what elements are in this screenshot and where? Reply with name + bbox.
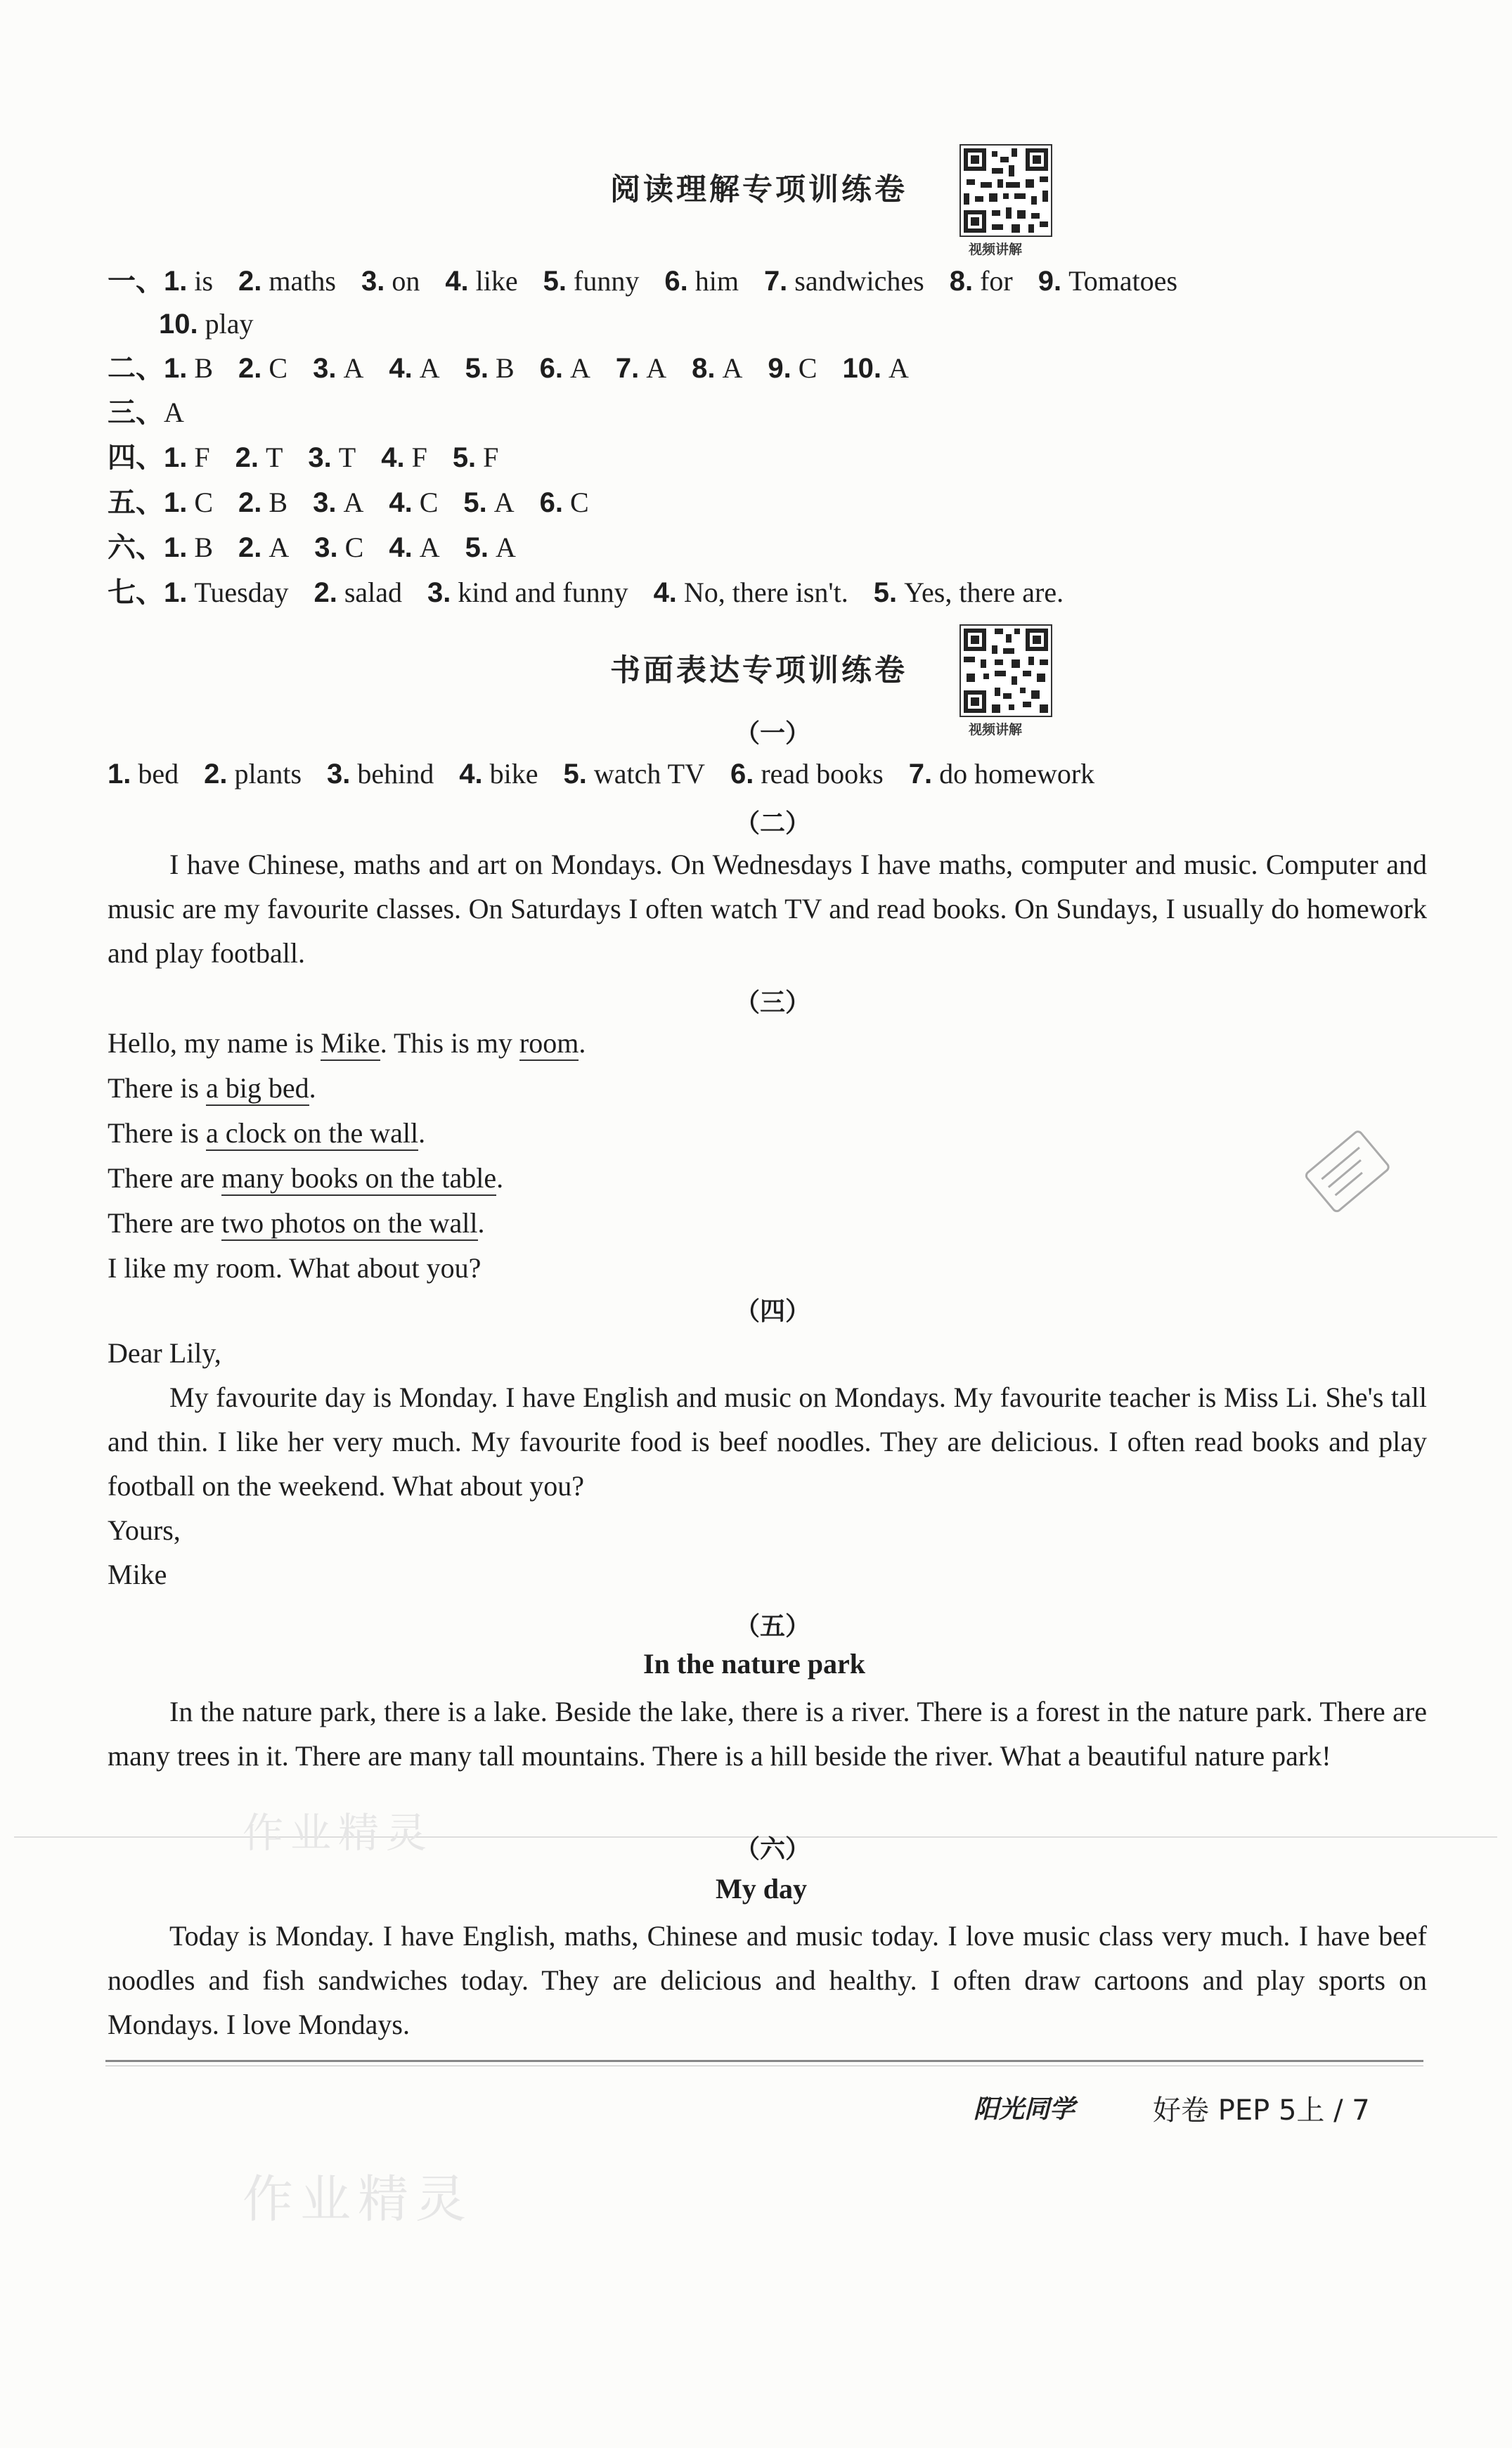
- room-line-2: There is a big bed.: [108, 1066, 1427, 1111]
- room-line-5: There are two photos on the wall.: [108, 1201, 1427, 1246]
- answer-row-3: 三、A: [108, 397, 184, 429]
- subsection-label-1: （一）: [735, 719, 811, 748]
- writing-answers-1: 1. bed 2. plants 3. behind 4. bike 5. watch TV 6. read books 7. do homework: [108, 758, 1095, 790]
- brand-logo: 阳光同学: [974, 2095, 1075, 2124]
- paragraph-5: In the nature park, there is a lake. Beside the lake, there is a river. There is a forest in the nature park. There are many trees in it. There are many tall mountains. There is a hill beside the river. What a beautiful nature park!: [108, 1696, 1427, 1772]
- paragraph-2: I have Chinese, maths and art on Mondays. On Wednesdays I have maths, computer and music. Computer and music are my favourite classes. On Saturdays I often watch TV and read books. On Sundays, I usually do homework and play football.: [108, 849, 1427, 969]
- room-line-3: There is a clock on the wall.: [108, 1111, 1427, 1156]
- qr-caption: 视频讲解: [969, 722, 1023, 737]
- answer-row-7: 七、1. Tuesday 2. salad 3. kind and funny 4. No, there isn't. 5. Yes, there are.: [108, 576, 1064, 609]
- writing-section-title: 书面表达专项训练卷: [610, 653, 907, 688]
- watermark: 作业精灵: [243, 1809, 434, 1857]
- answer-row-2: 二、1. B 2. C 3. A 4. A 5. B 6. A 7. A 8. A 9. C 10. A: [108, 352, 909, 385]
- letter-greeting: Dear Lily,: [108, 1337, 221, 1369]
- room-description: [108, 1021, 1427, 1291]
- page-footer: 好卷 PEP 5上 / 7: [1153, 2094, 1370, 2127]
- reading-section-title: 阅读理解专项训练卷: [610, 172, 907, 207]
- answer-row-1b: 10. play: [159, 308, 254, 340]
- letter-body: My favourite day is Monday. I have English and music on Mondays. My favourite teacher is Miss Li. She's tall and thin. I like her very much. My favourite food is beef noodles. They are delicious. I often read books and play football on the weekend. What about you?: [108, 1381, 1427, 1502]
- letter-signature: Mike: [108, 1559, 167, 1590]
- qr-code-icon[interactable]: [959, 624, 1052, 717]
- paragraph-6: Today is Monday. I have English, maths, Chinese and music today. I love music class very much. I have beef noodles and fish sandwiches today. They are delicious and healthy. I often draw cartoons and play sports on Mondays. I love Mondays.: [108, 1920, 1427, 2040]
- answer-row-1: 一、1. is 2. maths 3. on 4. like 5. funny 6. him 7. sandwiches 8. for 9. Tomatoes: [108, 265, 1178, 297]
- answer-row-6: 六、1. B 2. A 3. C 4. A 5. A: [108, 532, 516, 564]
- letter: [108, 1331, 1427, 1597]
- qr-code-icon[interactable]: [959, 144, 1052, 237]
- essay-heading-5: In the nature park: [643, 1648, 865, 1680]
- watermark: 作业精灵: [243, 2170, 474, 2229]
- qr-caption: 视频讲解: [969, 242, 1023, 257]
- stamp-icon: [1293, 1118, 1406, 1234]
- answer-row-4: 四、1. F 2. T 3. T 4. F 5. F: [108, 442, 499, 474]
- subsection-label-3: （三）: [735, 988, 811, 1017]
- subsection-label-5: （五）: [735, 1612, 811, 1641]
- subsection-label-4: （四）: [735, 1297, 811, 1326]
- footer-rule: [105, 2060, 1423, 2062]
- room-line-1: Hello, my name is Mike. This is my room.: [108, 1021, 1427, 1066]
- subsection-label-2: （二）: [735, 809, 811, 838]
- essay-heading-6: My day: [716, 1873, 807, 1905]
- subsection-label-6: （六）: [735, 1835, 811, 1864]
- answer-row-5: 五、1. C 2. B 3. A 4. C 5. A 6. C: [108, 487, 589, 519]
- room-line-4: There are many books on the table.: [108, 1156, 1427, 1201]
- letter-closing: Yours,: [108, 1514, 181, 1546]
- room-line-6: I like my room. What about you?: [108, 1252, 482, 1284]
